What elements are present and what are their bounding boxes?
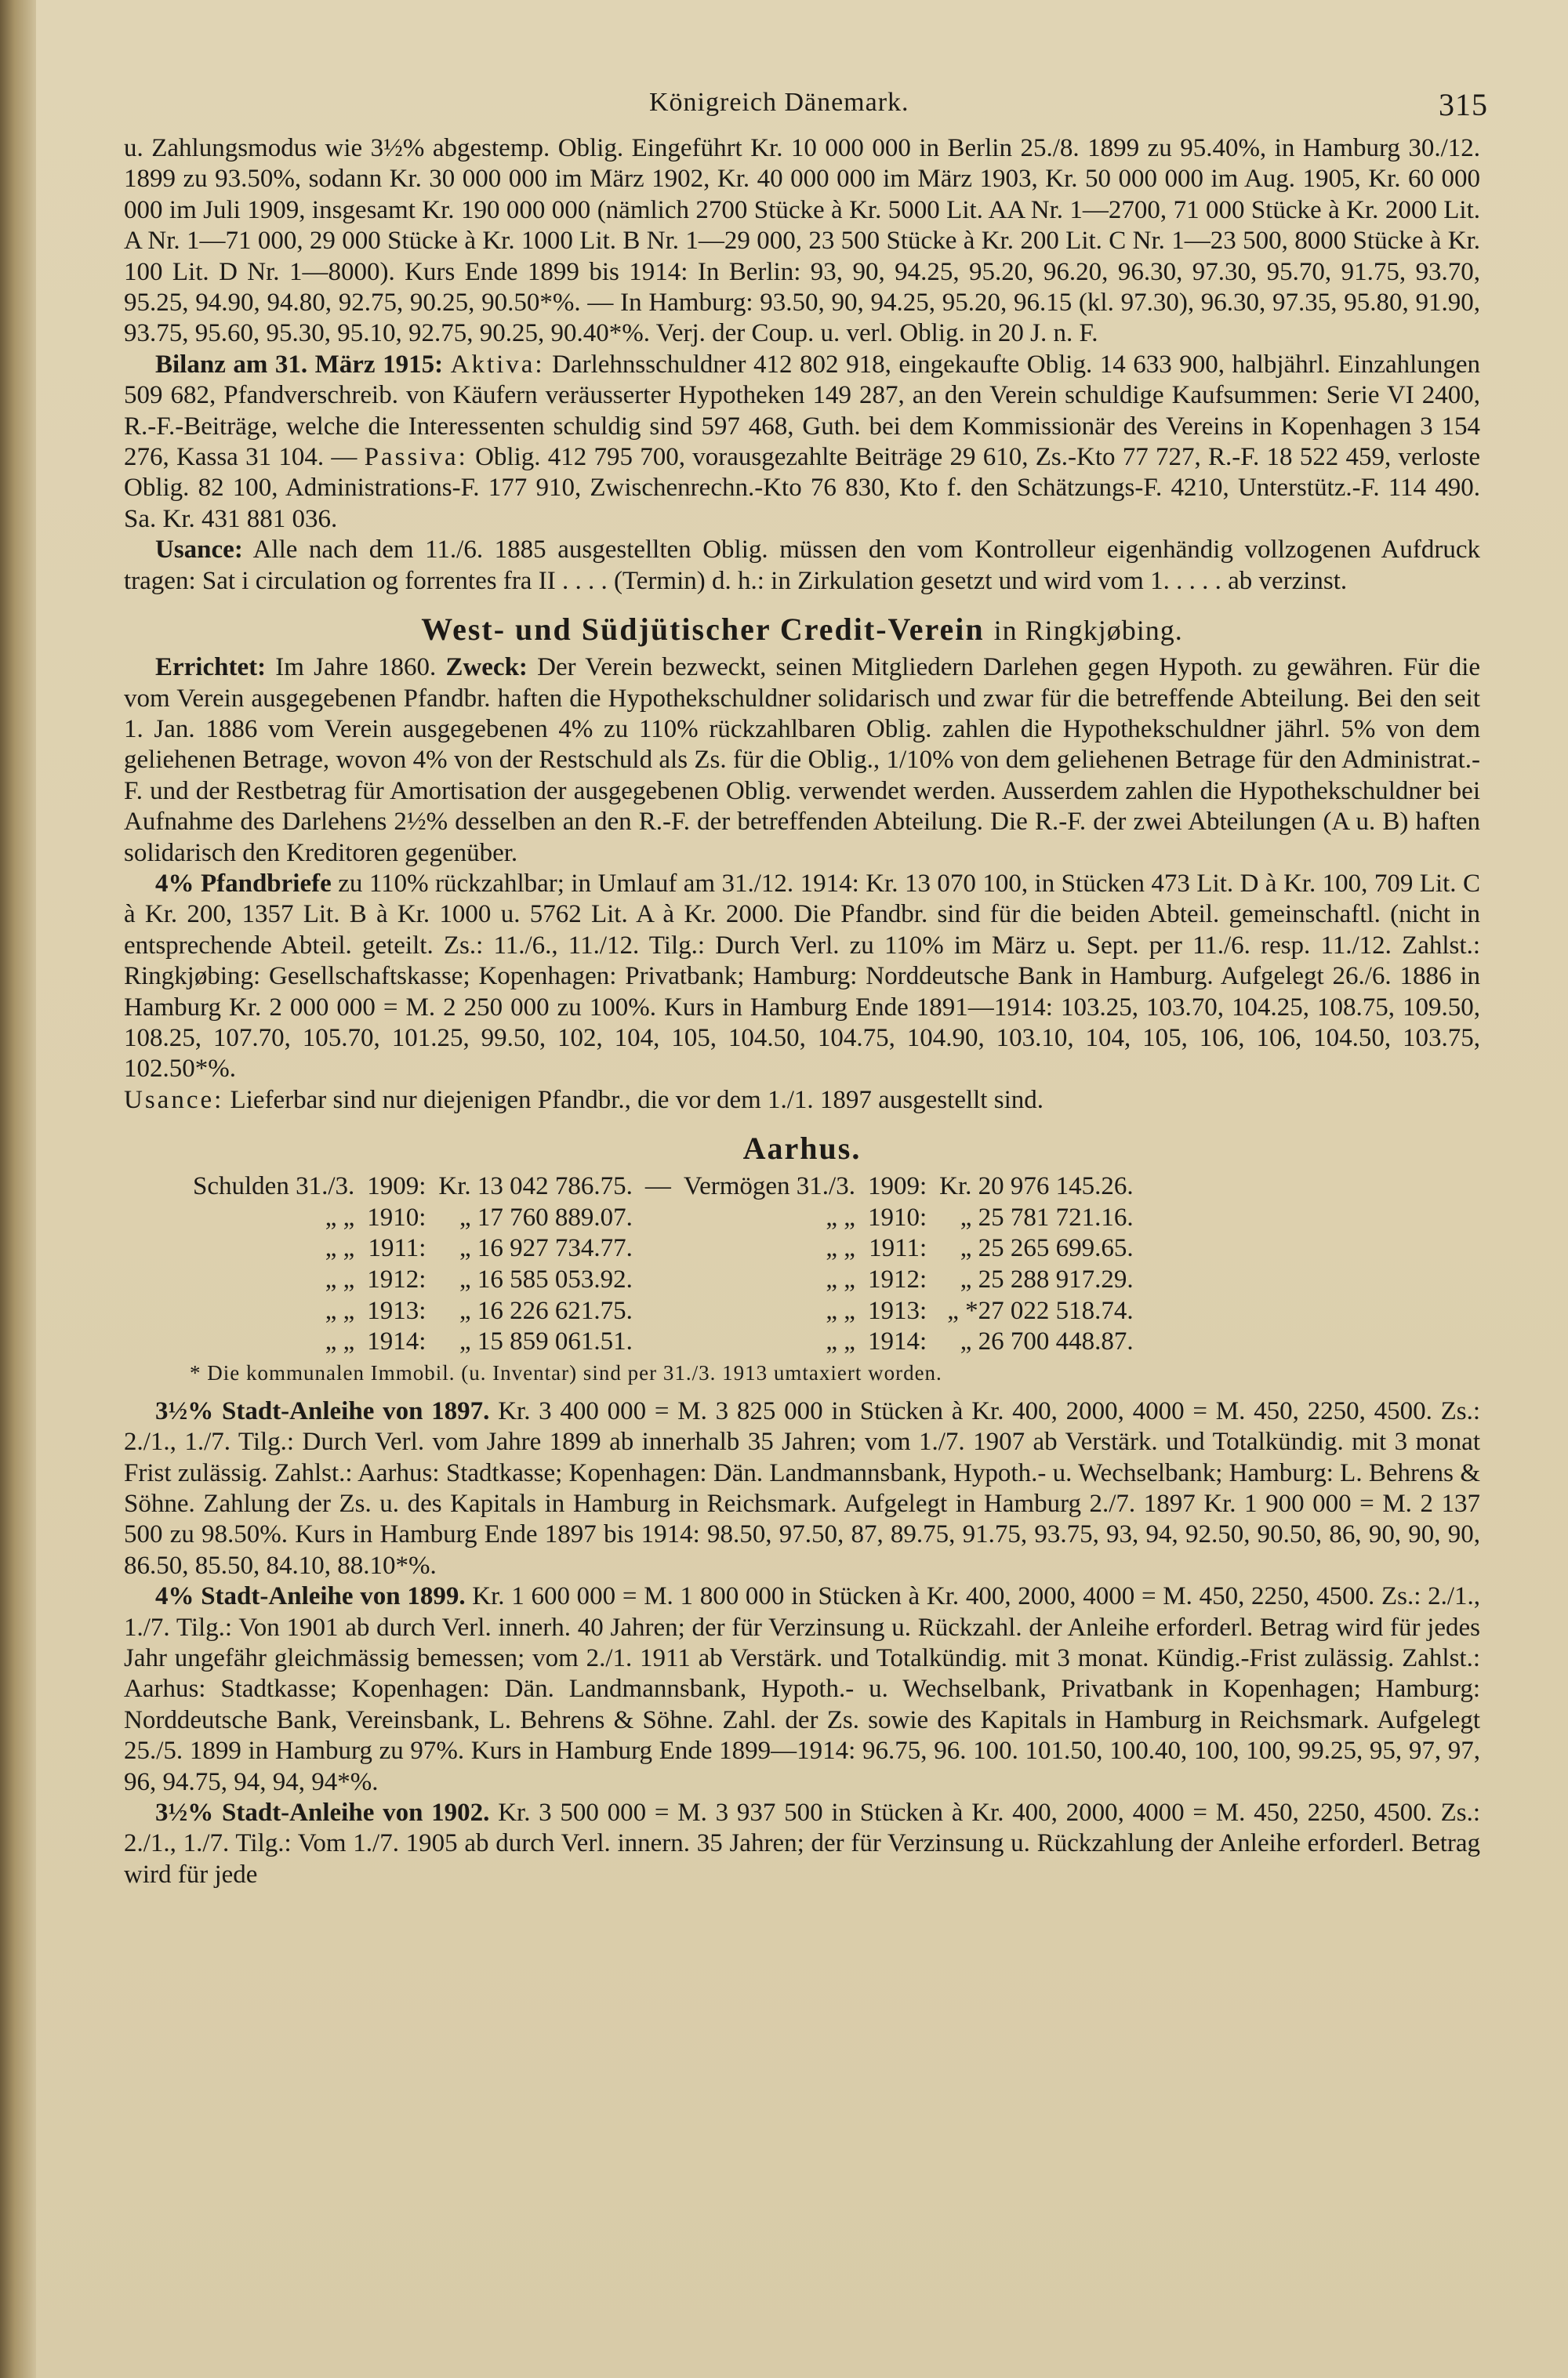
aarhus-cell-right-amt: „ 25 781 721.16.	[960, 1203, 1134, 1232]
aarhus-cell-right-amt: „ 26 700 448.87.	[960, 1327, 1134, 1356]
aarhus-finance-table	[187, 1171, 1140, 1358]
aarhus-cell-left-amt: „ 17 760 889.07.	[459, 1203, 633, 1232]
aarhus-cell-left-label: „ „	[325, 1234, 355, 1263]
aarhus-row	[187, 1265, 1140, 1296]
aarhus-title: Aarhus.	[742, 1131, 862, 1167]
aarhus-cell-left-amt: „ 16 927 734.77.	[459, 1234, 633, 1263]
passiva-label: Passiva:	[364, 443, 468, 472]
aarhus-cell-left-amt: „ 16 226 621.75.	[459, 1296, 633, 1325]
aarhus-cell-right-label: „ „	[826, 1327, 855, 1356]
aarhus-cell-left-label: „ „	[325, 1265, 355, 1294]
bilanz-paragraph	[124, 350, 1480, 535]
page-number: 315	[1439, 87, 1488, 122]
aarhus-cell-left-year: 1913:	[367, 1296, 426, 1325]
aarhus-cell-left-label: „ „	[325, 1203, 355, 1232]
west-section-title	[124, 611, 1480, 648]
aarhus-cell-right-year: 1909:	[867, 1172, 927, 1201]
page-binding-edge	[0, 0, 36, 2378]
aarhus-row	[187, 1233, 1140, 1265]
aktiva-label: Aktiva:	[450, 350, 545, 379]
aarhus-cell-right-year: 1910:	[867, 1203, 927, 1232]
aarhus-cell-left-amt: Kr. 13 042 786.75.	[438, 1172, 633, 1201]
page-content	[124, 86, 1488, 1890]
aarhus-cell-left-label: „ „	[325, 1296, 355, 1325]
aarhus-cell-right-label: „ „	[826, 1296, 855, 1325]
aarhus-cell-left-year: 1911:	[368, 1234, 426, 1263]
aarhus-cell-dash	[639, 1233, 677, 1265]
aarhus-cell-dash	[639, 1203, 677, 1234]
usance-text: Alle nach dem 11./6. 1885 ausgestellten Oblig. müssen den vom Kontrolleur eigenhändig vollzogenen Aufdruck tragen: Sat i circulation og forrentes fra II . . . . (Termin) d. h.: in Zirkulation gesetzt und wird vom 1. . . . . ab verzinst.	[124, 536, 1481, 595]
bilanz-text-1: Darlehnsschuldner 412 802 918, eingekaufte Oblig. 14 633 900, halbjährl. Einzahlungen 509 682, Pfandverschreib. von Käufern veräusserter Hypotheken 149 287, an den Verein schuldige Kaufsummen: Serie VI 2400, R.-F.-Beiträge, welche die Interessenten schuldig sind 597 468, Guth. bei dem Kommissionär des Vereins in Kopenhagen 3 154 276, Kassa 31 104. —	[124, 350, 1480, 472]
aarhus-cell-right-year: 1912:	[867, 1265, 927, 1294]
aarhus-cell-left-year: 1910:	[367, 1203, 426, 1232]
intro-paragraph-1: u. Zahlungsmodus wie 3½% abgestemp. Oblig. Eingeführt Kr. 10 000 000 in Berlin 25./8. 1899 zu 95.40%, in Hamburg 30./12. 1899 zu 93.50%, sodann Kr. 30 000 000 im März 1902, Kr. 40 000 000 im März 1903, Kr. 50 000 000 im Aug. 1905, Kr. 60 000 000 im Juli 1909, insgesamt Kr. 190 000 000 (nämlich 2700 Stücke à Kr. 5000 Lit. AA Nr. 1—2700, 71 000 Stücke à Kr. 2000 Lit. A Nr. 1—71 000, 29 000 Stücke à Kr. 1000 Lit. B Nr. 1—29 000, 23 500 Stücke à Kr. 200 Lit. C Nr. 1—23 500, 8000 Stücke à Kr. 100 Lit. D Nr. 1—8000). Kurs Ende 1899 bis 1914: In Berlin: 93, 90, 94.25, 95.20, 96.20, 96.30, 97.30, 95.70, 91.75, 93.70, 95.25, 94.90, 94.80, 92.75, 90.25, 90.50*%. — In Hamburg: 93.50, 90, 94.25, 95.20, 96.15 (kl. 97.30), 96.30, 97.35, 95.80, 91.90, 93.75, 95.60, 95.30, 95.10, 92.75, 90.25, 90.40*%. Verj. der Coup. u. verl. Oblig. in 20 J. n. F.	[124, 134, 1480, 348]
loan-1899-paragraph	[124, 1581, 1480, 1798]
aarhus-cell-right-label: „ „	[826, 1265, 855, 1294]
aarhus-cell-dash	[639, 1265, 677, 1296]
aarhus-cell-dash	[639, 1327, 677, 1358]
usance-label: Usance:	[155, 536, 243, 565]
loan-1902-label: 3½% Stadt-Anleihe von 1902.	[155, 1799, 490, 1828]
aarhus-cell-right-year: 1911:	[869, 1234, 927, 1263]
west-errichtet-paragraph	[124, 652, 1480, 869]
bilanz-label: Bilanz am 31. März 1915:	[155, 350, 444, 379]
aarhus-cell-right-amt: „ 25 265 699.65.	[960, 1234, 1134, 1263]
aarhus-row	[187, 1203, 1140, 1234]
aarhus-cell-left-year: 1914:	[367, 1327, 426, 1356]
west-title-suffix: in Ringkjøbing.	[993, 615, 1183, 647]
west-usance-paragraph	[124, 1085, 1480, 1116]
loan-1899-text: Kr. 1 600 000 = M. 1 800 000 in Stücken à Kr. 400, 2000, 4000 = M. 450, 2250, 4500. Zs.: 2./1., 1./7. Tilg.: Von 1901 ab durch Verl. innerh. 40 Jahren; der für Verzinsung u. Rückzahl. der Anleihe erforderl. Betrag wird für jedes Jahr ungefähr gleichmässig bemessen; vom 2./1. 1911 ab Verstärk. und Totalkündig. mit 3 monat. Kündig.-Frist zulässig. Zahlst.: Aarhus: Stadtkasse; Kopenhagen: Dän. Landmannsbank, Hypoth.- u. Wechselbank, Privatbank in Kopenhagen; Hamburg: Norddeutsche Bank, Vereinsbank, L. Behrens & Söhne. Zahl. der Zs. sowie des Kapitals in Hamburg in Reichsmark. Aufgelegt 25./5. 1899 in Hamburg zu 97%. Kurs in Hamburg Ende 1899—1914: 96.75, 96. 100. 101.50, 100.40, 100, 100, 99.25, 95, 97, 97, 96, 94.75, 94, 94, 94*%.	[124, 1582, 1481, 1796]
west-pfandbriefe-paragraph	[124, 869, 1480, 1085]
aarhus-cell-left-year: 1912:	[367, 1265, 426, 1294]
aarhus-row	[187, 1327, 1140, 1358]
pfandbriefe-label: 4% Pfandbriefe	[155, 869, 332, 898]
loan-1897-paragraph	[124, 1396, 1480, 1581]
usance-paragraph	[124, 535, 1480, 597]
bilanz-text-2: Oblig. 412 795 700, vorausgezahlte Beiträge 29 610, Zs.-Kto 77 727, R.-F. 18 522 459, verloste Oblig. 82 100, Administrations-F. 177 910, Zwischenrechn.-Kto 76 830, Kto f. den Schätzungs-F. 4210, Unterstütz.-F. 114 490. Sa. Kr. 431 881 036.	[124, 443, 1481, 533]
aarhus-cell-left-year: 1909:	[367, 1172, 426, 1201]
aarhus-footnote: * Die kommunalen Immobil. (u. Inventar) sind per 31./3. 1913 umtaxiert worden.	[190, 1360, 942, 1385]
running-title: Königreich Dänemark.	[649, 88, 909, 117]
aarhus-cell-left-amt: „ 16 585 053.92.	[459, 1265, 633, 1294]
loan-1902-paragraph	[124, 1798, 1480, 1890]
loan-1897-text: Kr. 3 400 000 = M. 3 825 000 in Stücken à Kr. 400, 2000, 4000 = M. 450, 2250, 4500. Zs.: 2./1., 1./7. Tilg.: Durch Verl. vom Jahre 1899 ab innerhalb 35 Jahren; vom 1./7. 1907 ab Verstärk. und Totalkündig. mit 3 monat Frist zulässig. Zahlst.: Aarhus: Stadtkasse; Kopenhagen: Dän. Landmannsbank, Hypoth.- u. Wechselbank; Hamburg: L. Behrens & Söhne. Zahlung der Zs. u. des Kapitals in Hamburg in Reichsmark. Aufgelegt in Hamburg 2./7. 1897 Kr. 1 900 000 = M. 2 137 500 zu 98.50%. Kurs in Hamburg Ende 1897 bis 1914: 98.50, 97.50, 87, 89.75, 91.75, 93.75, 93, 94, 92.50, 90.50, 86, 90, 90, 90, 86.50, 85.50, 84.10, 88.10*%.	[124, 1396, 1480, 1580]
west-usance-label: Usance:	[124, 1085, 224, 1114]
loan-1899-label: 4% Stadt-Anleihe von 1899.	[155, 1582, 466, 1611]
errichtet-text: Im Jahre 1860.	[275, 653, 437, 682]
aarhus-cell-right-year: 1914:	[867, 1327, 927, 1356]
aarhus-cell-left-label: „ „	[325, 1327, 355, 1356]
loan-1897-label: 3½% Stadt-Anleihe von 1897.	[155, 1396, 490, 1425]
page-header	[124, 86, 1488, 133]
aarhus-cell-right-amt: „ *27 022 518.74.	[947, 1296, 1134, 1325]
aarhus-cell-right-label: „ „	[826, 1203, 855, 1232]
aarhus-cell-right-label: Vermögen 31./3.	[683, 1172, 855, 1201]
aarhus-cell-dash: —	[644, 1172, 671, 1201]
west-usance-text: Lieferbar sind nur diejenigen Pfandbr., die vor dem 1./1. 1897 ausgestellt sind.	[230, 1085, 1044, 1114]
aarhus-cell-left-label: Schulden 31./3.	[193, 1172, 355, 1201]
aarhus-cell-right-label: „ „	[826, 1234, 855, 1263]
errichtet-label: Errichtet:	[155, 653, 267, 682]
zweck-label: Zweck:	[445, 653, 528, 682]
aarhus-cell-dash	[639, 1296, 677, 1327]
aarhus-cell-right-year: 1913:	[867, 1296, 927, 1325]
aarhus-cell-right-amt: „ 25 288 917.29.	[960, 1265, 1134, 1294]
aarhus-cell-right-amt: Kr. 20 976 145.26.	[939, 1172, 1134, 1201]
aarhus-cell-left-amt: „ 15 859 061.51.	[459, 1327, 633, 1356]
west-title: West- und Südjütischer Credit-Verein	[421, 612, 985, 648]
aarhus-row	[187, 1296, 1140, 1327]
aarhus-row	[187, 1171, 1140, 1203]
zweck-text: Der Verein bezweckt, seinen Mitgliedern Darlehen gegen Hypoth. zu gewähren. Für die vom Verein ausgegebenen Pfandbr. haften die Hypothekschuldner solidarisch und zwar für die betreffende Abteilung. Bei den seit 1. Jan. 1886 vom Verein ausgegebenen 4% zu 110% rückzahlbaren Oblig. zahlen die Hypothekschuldner jährl. 5% von dem geliehenen Betrage, wovon 4% von der Restschuld als Zs. für die Oblig., 1/10% von dem geliehenen Betrage für den Administrat.-F. und der Restbetrag für Amortisation der ausgegebenen Oblig. verwendet werden. Ausserdem zahlen die Hypothekschuldner bei Aufnahme des Darlehens 2½% desselben an den R.-F. der betreffenden Abteilung. Die R.-F. der zwei Abteilungen (A u. B) haften solidarisch den Kreditoren gegenüber.	[124, 653, 1481, 867]
loan-1902-text: Kr. 3 500 000 = M. 3 937 500 in Stücken à Kr. 400, 2000, 4000 = M. 450, 2250, 4500. Zs.: 2./1., 1./7. Tilg.: Vom 1./7. 1905 ab durch Verl. innern. 35 Jahren; der für Verzinsung u. Rückzahlung der Anleihe erforderl. Betrag wird für jede	[124, 1799, 1480, 1889]
pfandbriefe-text: zu 110% rückzahlbar; in Umlauf am 31./12. 1914: Kr. 13 070 100, in Stücken 473 Lit. D à Kr. 100, 709 Lit. C à Kr. 200, 1357 Lit. B à Kr. 1000 u. 5762 Lit. A à Kr. 2000. Die Pfandbr. sind für die beiden Abteil. gemeinschaftl. (nicht in entsprechende Abteil. geteilt. Zs.: 11./6., 11./12. Tilg.: Durch Verl. zu 110% im März u. Sept. per 11./6. resp. 11./12. Zahlst.: Ringkjøbing: Gesellschaftskasse; Kopenhagen: Privatbank; Hamburg: Norddeutsche Bank in Hamburg. Aufgelegt 26./6. 1886 in Hamburg Kr. 2 000 000 = M. 2 250 000 zu 100%. Kurs in Hamburg Ende 1891—1914: 103.25, 103.70, 104.25, 108.75, 109.50, 108.25, 107.70, 105.70, 101.25, 99.50, 102, 104, 105, 104.50, 104.75, 104.90, 103.10, 104, 105, 106, 106, 104.50, 103.75, 102.50*%.	[124, 869, 1481, 1084]
